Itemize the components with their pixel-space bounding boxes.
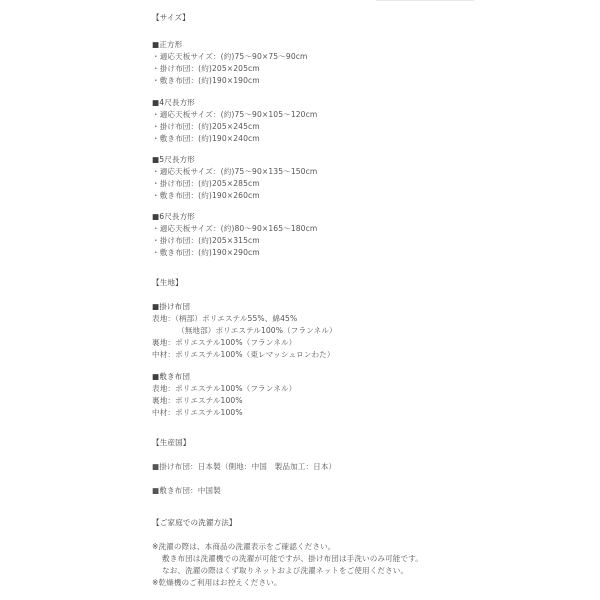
washing-heading: 【ご家庭での洗濯方法】 [152,518,237,527]
size-6shaku-title: ■6尺長方形 [152,212,195,221]
size-6shaku-item: ・掛け布団：(約)205×315cm [152,236,260,245]
fabric-kakebuton-item: （無地部）ポリエステル100%（フランネル） [177,326,337,335]
size-5shaku-title: ■5尺長方形 [152,155,195,164]
size-square-item: ・敷き布団：(約)190×190cm [152,76,260,85]
washing-line: ※洗濯の際は、本商品の洗濯表示をご確認ください。 [152,542,336,551]
origin-line: ■掛け布団：日本製（側地：中国 製品加工：日本） [152,462,337,471]
fabric-shikibuton-item: 裏地：ポリエステル100% [152,396,243,405]
size-square-title: ■正方形 [152,40,183,49]
size-4shaku-item: ・敷き布団：(約)190×240cm [152,134,260,143]
fabric-shikibuton-title: ■敷き布団 [152,372,191,381]
fabric-kakebuton-item: 中材：ポリエステル100%（東レマッシュロンわた） [152,350,335,359]
washing-line: 敷き布団は洗濯機での洗濯が可能ですが、掛け布団は手洗いのみ可能です。 [162,554,423,563]
size-5shaku-item: ・掛け布団：(約)205×285cm [152,179,260,188]
size-square-item: ・掛け布団：(約)205×205cm [152,64,260,73]
top-divider [376,0,474,1]
size-4shaku-item: ・掛け布団：(約)205×245cm [152,122,260,131]
size-heading: 【サイズ】 [152,13,190,22]
fabric-kakebuton-item: 表地：（柄部）ポリエステル55%、綿45% [152,314,298,323]
size-4shaku-title: ■4尺長方形 [152,98,195,107]
size-square-item: ・適応天板サイズ：(約)75～90×75～90cm [152,52,308,61]
fabric-kakebuton-title: ■掛け布団 [152,302,191,311]
size-6shaku-item: ・適応天板サイズ：(約)80～90×165～180cm [152,224,318,233]
washing-line: なお、洗濯の際はくず取りネットおよび洗濯ネットをご使用ください。 [162,566,409,575]
washing-line: ※乾燥機のご利用はお控えください。 [152,578,282,587]
size-6shaku-item: ・敷き布団：(約)190×290cm [152,248,260,257]
fabric-kakebuton-item: 裏地：ポリエステル100%（フランネル） [152,338,297,347]
fabric-heading: 【生地】 [152,278,183,287]
size-5shaku-item: ・適応天板サイズ：(約)75～90×135～150cm [152,167,318,176]
origin-heading: 【生産国】 [152,438,191,447]
fabric-shikibuton-item: 表地：ポリエステル100%（フランネル） [152,384,297,393]
size-4shaku-item: ・適応天板サイズ：(約)75～90×105～120cm [152,110,318,119]
origin-line: ■敷き布団：中国製 [152,486,221,495]
fabric-shikibuton-item: 中材：ポリエステル100% [152,408,243,417]
size-5shaku-item: ・敷き布団：(約)190×260cm [152,191,260,200]
